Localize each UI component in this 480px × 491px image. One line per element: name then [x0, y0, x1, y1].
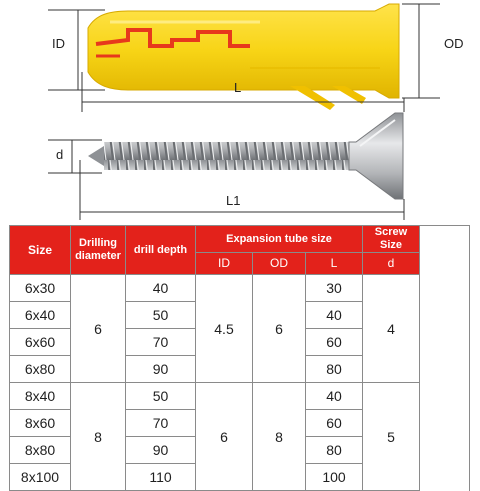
id-dimension-label: ID — [52, 36, 65, 51]
drill-depth-cell: 110 — [126, 464, 196, 491]
d-subheader: d — [363, 253, 420, 275]
size-cell: 8x60 — [10, 410, 71, 437]
l1-dimension-label: L1 — [226, 193, 241, 208]
length-cell: 60 — [306, 410, 363, 437]
wall-anchor — [88, 4, 399, 110]
screw-size-header: Screw Size — [363, 226, 420, 253]
length-cell: 80 — [306, 437, 363, 464]
length-cell: 60 — [306, 329, 363, 356]
id-cell: 4.5 — [196, 275, 253, 383]
table-row — [10, 275, 470, 302]
drill-depth-cell: 40 — [126, 275, 196, 302]
l-dimension-label: L — [234, 80, 242, 95]
size-cell: 6x30 — [10, 275, 71, 302]
id-cell: 6 — [196, 383, 253, 491]
table-row — [10, 383, 470, 410]
drilling-header-line1: Drilling — [79, 237, 117, 249]
id-subheader: ID — [196, 253, 253, 275]
od-subheader: OD — [253, 253, 306, 275]
length-cell: 80 — [306, 356, 363, 383]
blank-cell — [420, 383, 470, 410]
drilling-diameter-cell: 8 — [71, 383, 126, 491]
od-cell: 8 — [253, 383, 306, 491]
screw-d-cell: 5 — [363, 383, 420, 491]
size-cell: 8x80 — [10, 437, 71, 464]
drill-depth-cell: 90 — [126, 356, 196, 383]
blank-cell — [420, 275, 470, 302]
od-dimension-label: OD — [444, 36, 464, 51]
blank-cell — [420, 329, 470, 356]
size-cell: 6x40 — [10, 302, 71, 329]
size-header: Size — [10, 226, 71, 275]
length-cell: 100 — [306, 464, 363, 491]
drill-depth-header: drill depth — [126, 226, 196, 275]
blank-cell — [420, 410, 470, 437]
drill-depth-cell: 50 — [126, 302, 196, 329]
d-dimension-label: d — [56, 147, 64, 162]
screw — [88, 113, 403, 199]
specification-table — [9, 225, 470, 491]
blank-cell — [420, 302, 470, 329]
length-cell: 40 — [306, 383, 363, 410]
drill-depth-cell: 50 — [126, 383, 196, 410]
drill-depth-cell: 90 — [126, 437, 196, 464]
l-subheader: L — [306, 253, 363, 275]
blank-cell — [420, 464, 470, 491]
drilling-diameter-header — [71, 226, 126, 275]
table-header-row — [10, 226, 470, 253]
expansion-tube-size-header: Expansion tube size — [196, 226, 363, 253]
size-cell: 6x60 — [10, 329, 71, 356]
blank-cell — [420, 356, 470, 383]
size-cell: 8x100 — [10, 464, 71, 491]
od-cell: 6 — [253, 275, 306, 383]
drill-depth-cell: 70 — [126, 410, 196, 437]
size-cell: 6x80 — [10, 356, 71, 383]
size-cell: 8x40 — [10, 383, 71, 410]
blank-cell — [420, 437, 470, 464]
drilling-diameter-cell: 6 — [71, 275, 126, 383]
anchor-and-screw-drawing — [0, 0, 480, 225]
length-cell: 30 — [306, 275, 363, 302]
drilling-header-line2: diameter — [75, 250, 121, 262]
drill-depth-cell: 70 — [126, 329, 196, 356]
product-figure — [0, 0, 480, 225]
screw-d-cell: 4 — [363, 275, 420, 383]
blank-header-cell — [420, 226, 470, 275]
length-cell: 40 — [306, 302, 363, 329]
